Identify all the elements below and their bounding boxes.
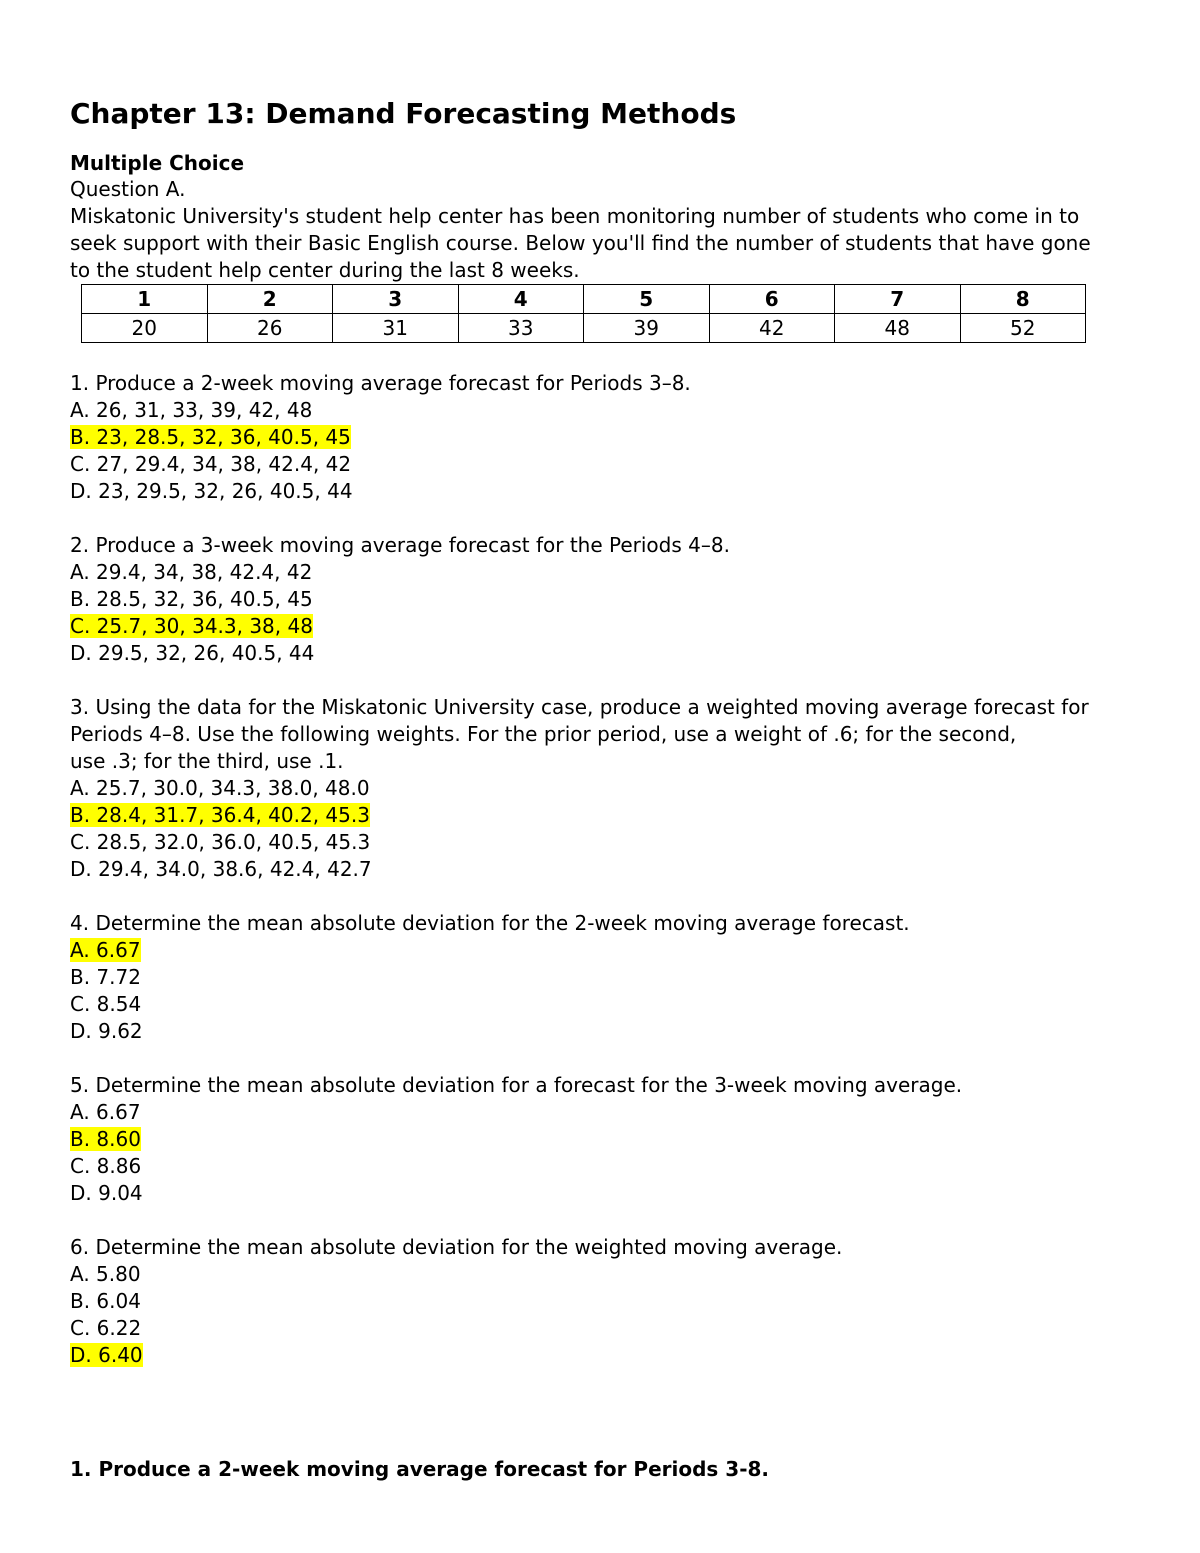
answer-option: [70, 856, 1130, 883]
answer-option-text: C. 28.5, 32.0, 36.0, 40.5, 45.3: [70, 830, 371, 854]
answer-option-text: B. 23, 28.5, 32, 36, 40.5, 45: [70, 425, 351, 449]
answer-option-text: A. 6.67: [70, 938, 141, 962]
students-cell: 52: [960, 314, 1086, 343]
students-cell: 48: [835, 314, 961, 343]
answer-option: [70, 397, 1130, 424]
answer-option: [70, 1018, 1130, 1045]
answer-option-text: D. 9.62: [70, 1019, 143, 1043]
question-prompt: 6. Determine the mean absolute deviation for the weighted moving average.: [70, 1235, 843, 1259]
students-cell: 39: [584, 314, 710, 343]
answer-option: [70, 1288, 1130, 1315]
answer-option-text: A. 6.67: [70, 1100, 141, 1124]
answer-option-correct: [70, 613, 1130, 640]
answer-option-text: B. 28.4, 31.7, 36.4, 40.2, 45.3: [70, 803, 370, 827]
answer-option-text: A. 26, 31, 33, 39, 42, 48: [70, 398, 313, 422]
answer-option: [70, 991, 1130, 1018]
chapter-title: Chapter 13: Demand Forecasting Methods: [70, 97, 737, 130]
answer-option-text: B. 8.60: [70, 1127, 141, 1151]
students-cell: 31: [333, 314, 459, 343]
question-prompt: 4. Determine the mean absolute deviation for the 2-week moving average forecast.: [70, 911, 910, 935]
students-cell: 26: [207, 314, 333, 343]
answer-option-text: A. 29.4, 34, 38, 42.4, 42: [70, 560, 313, 584]
answer-option-text: C. 8.54: [70, 992, 142, 1016]
week-cell: 4: [458, 285, 584, 314]
answer-option-text: D. 9.04: [70, 1181, 143, 1205]
section-heading: Multiple Choice: [70, 151, 245, 175]
question-block: [70, 1234, 1130, 1369]
answer-option: [70, 829, 1130, 856]
intro-line: Miskatonic University's student help center has been monitoring number of students who come in to: [70, 204, 1080, 228]
document-page: [70, 92, 1130, 1369]
question-prompt: 2. Produce a 3-week moving average forecast for the Periods 4–8.: [70, 533, 730, 557]
answer-option: [70, 586, 1130, 613]
answer-option-correct: [70, 1126, 1130, 1153]
students-cell: 33: [458, 314, 584, 343]
answer-option-text: C. 27, 29.4, 34, 38, 42.4, 42: [70, 452, 352, 476]
answer-option: [70, 1261, 1130, 1288]
answer-option: [70, 1099, 1130, 1126]
week-cell: 6: [709, 285, 835, 314]
answer-option: [70, 1180, 1130, 1207]
students-table: [81, 284, 1086, 343]
answer-heading: 1. Produce a 2-week moving average forecast for Periods 3-8.: [70, 1457, 770, 1481]
week-cell: 8: [960, 285, 1086, 314]
answer-option-text: C. 25.7, 30, 34.3, 38, 48: [70, 614, 313, 638]
answer-option-text: A. 5.80: [70, 1262, 141, 1286]
answer-option-correct: [70, 802, 1130, 829]
questions-list: [70, 370, 1130, 1369]
intro-paragraph: [70, 203, 1130, 284]
week-cell: 5: [584, 285, 710, 314]
question-prompt: 5. Determine the mean absolute deviation for a forecast for the 3-week moving average.: [70, 1073, 963, 1097]
week-cell: 2: [207, 285, 333, 314]
answer-option: [70, 478, 1130, 505]
answer-option-text: B. 7.72: [70, 965, 141, 989]
answer-option-correct: [70, 937, 1130, 964]
answer-option: [70, 451, 1130, 478]
answer-option-text: C. 6.22: [70, 1316, 142, 1340]
week-cell: 1: [82, 285, 208, 314]
answer-option-text: C. 8.86: [70, 1154, 142, 1178]
question-prompt: 3. Using the data for the Miskatonic University case, produce a weighted moving average forecast for: [70, 695, 1089, 719]
week-cell: 3: [333, 285, 459, 314]
answer-option-text: D. 23, 29.5, 32, 26, 40.5, 44: [70, 479, 353, 503]
table-row: [82, 314, 1086, 343]
students-cell: 42: [709, 314, 835, 343]
question-prompt: use .3; for the third, use .1.: [70, 749, 344, 773]
answer-option-text: B. 28.5, 32, 36, 40.5, 45: [70, 587, 313, 611]
question-block: [70, 370, 1130, 505]
answer-option: [70, 964, 1130, 991]
answer-option-correct: [70, 1342, 1130, 1369]
answer-option-text: D. 29.4, 34.0, 38.6, 42.4, 42.7: [70, 857, 372, 881]
answer-option-text: A. 25.7, 30.0, 34.3, 38.0, 48.0: [70, 776, 370, 800]
question-label: Question A.: [70, 177, 186, 201]
answer-option-text: D. 6.40: [70, 1343, 143, 1367]
answer-option: [70, 1153, 1130, 1180]
answer-option: [70, 775, 1130, 802]
question-block: [70, 694, 1130, 883]
answer-option: [70, 559, 1130, 586]
question-prompt: Periods 4–8. Use the following weights. For the prior period, use a weight of .6; for the second,: [70, 722, 1017, 746]
question-prompt: 1. Produce a 2-week moving average forecast for Periods 3–8.: [70, 371, 691, 395]
students-cell: 20: [82, 314, 208, 343]
answer-option: [70, 1315, 1130, 1342]
question-block: [70, 1072, 1130, 1207]
answer-option-text: B. 6.04: [70, 1289, 141, 1313]
question-block: [70, 532, 1130, 667]
answer-option-correct: [70, 424, 1130, 451]
answer-option: [70, 640, 1130, 667]
table-header-row: [82, 285, 1086, 314]
question-block: [70, 910, 1130, 1045]
intro-line: to the student help center during the last 8 weeks.: [70, 258, 580, 282]
week-cell: 7: [835, 285, 961, 314]
answer-option-text: D. 29.5, 32, 26, 40.5, 44: [70, 641, 315, 665]
intro-line: seek support with their Basic English course. Below you'll find the number of students that have gone: [70, 231, 1091, 255]
